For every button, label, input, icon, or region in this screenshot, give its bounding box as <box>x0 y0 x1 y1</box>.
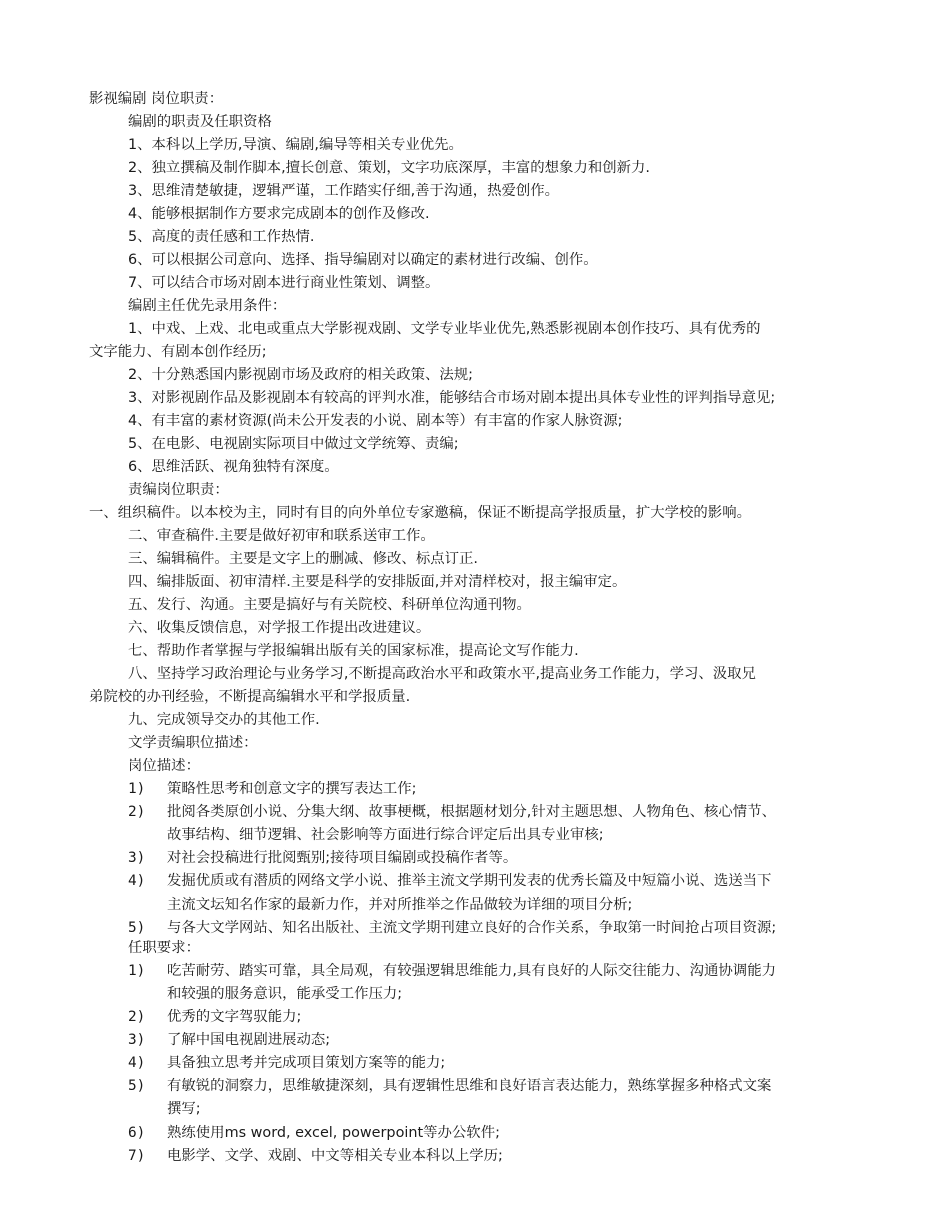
list-item-continuation: 文字能力、有剧本创作经历; <box>89 344 267 360</box>
list-item: 1、中戏、上戏、北电或重点大学影视戏剧、文学专业毕业优先,熟悉影视剧本创作技巧、具有优秀的 <box>128 321 761 337</box>
list-item-continuation: 弟院校的办刊经验，不断提高编辑水平和学报质量. <box>89 689 411 705</box>
list-item: 5、在电影、电视剧实际项目中做过文学统筹、责编; <box>128 436 459 452</box>
list-item: 七、帮助作者掌握与学报编辑出版有关的国家标准，提高论文写作能力. <box>128 643 579 659</box>
list-item: 3、思维清楚敏捷，逻辑严谨，工作踏实仔细,善于沟通，热爱创作。 <box>128 183 560 199</box>
list-number: 2) <box>128 804 146 821</box>
list-item: 4、有丰富的素材资源(尚未公开发表的小说、剧本等）有丰富的作家人脉资源; <box>128 413 623 429</box>
list-item: 优秀的文字驾驭能力; <box>167 1009 302 1025</box>
list-item: 5、高度的责任感和工作热情. <box>128 229 315 245</box>
list-number: 2) <box>128 1009 146 1025</box>
list-item: 与各大文学网站、知名出版社、主流文学期刊建立良好的合作关系，争取第一时间抢占项目资源; <box>167 919 777 936</box>
list-item: 对社会投稿进行批阅甄别;接待项目编剧或投稿作者等。 <box>167 850 518 867</box>
list-item: 吃苦耐劳、踏实可靠，具全局观，有较强逻辑思维能力,具有良好的人际交往能力、沟通协调能力 <box>167 962 776 979</box>
list-item-continuation: 和较强的服务意识，能承受工作压力; <box>167 985 403 1002</box>
section-heading: 编剧主任优先录用条件： <box>128 298 287 314</box>
list-number: 3) <box>128 1032 146 1049</box>
list-number: 1) <box>128 962 146 979</box>
list-item: 7、可以结合市场对剧本进行商业性策划、调整。 <box>128 275 440 291</box>
list-item: 六、收集反馈信息，对学报工作提出改进建议。 <box>128 620 431 636</box>
sub-heading: 岗位描述： <box>128 758 200 774</box>
section-heading: 责编岗位职责： <box>128 482 229 498</box>
list-item: 了解中国电视剧进展动态; <box>167 1032 331 1049</box>
list-item: 发掘优质或有潜质的网络文学小说、推举主流文学期刊发表的优秀长篇及中短篇小说、选送当下 <box>167 873 772 890</box>
list-item-continuation: 故事结构、细节逻辑、社会影响等方面进行综合评定后出具专业审核; <box>167 827 604 844</box>
list-number: 4) <box>128 873 146 890</box>
list-item: 6、思维活跃、视角独特有深度。 <box>128 459 339 475</box>
list-item: 具备独立思考并完成项目策划方案等的能力; <box>167 1055 446 1072</box>
list-item: 2、十分熟悉国内影视剧市场及政府的相关政策、法规; <box>128 367 473 383</box>
list-item: 2、独立撰稿及制作脚本,擅长创意、策划，文字功底深厚，丰富的想象力和创新力. <box>128 160 650 176</box>
list-number: 5) <box>128 1078 146 1095</box>
section-heading: 编剧的职责及任职资格 <box>128 114 272 130</box>
list-item: 五、发行、沟通。主要是搞好与有关院校、科研单位沟通刊物。 <box>128 597 531 613</box>
list-item: 三、编辑稿件。主要是文字上的删减、修改、标点订正. <box>128 551 478 567</box>
list-number: 5) <box>128 919 146 936</box>
list-item: 6、可以根据公司意向、选择、指导编剧对以确定的素材进行改编、创作。 <box>128 252 598 268</box>
list-item: 九、完成领导交办的其他工作. <box>128 712 320 728</box>
list-item-continuation: 撰写; <box>167 1101 201 1118</box>
section-heading: 文学责编职位描述： <box>128 735 258 751</box>
list-item: 熟练使用ms word, excel, powerpoint等办公软件; <box>167 1124 500 1141</box>
list-number: 1) <box>128 781 146 797</box>
list-item: 4、能够根据制作方要求完成剧本的创作及修改. <box>128 206 430 222</box>
list-item: 电影学、文学、戏剧、中文等相关专业本科以上学历; <box>167 1147 503 1164</box>
list-number: 3) <box>128 850 146 867</box>
list-item: 1、本科以上学历,导演、编剧,编导等相关专业优先。 <box>128 137 463 153</box>
list-item: 八、坚持学习政治理论与业务学习,不断提高政治水平和政策水平,提高业务工作能力，学习、汲取兄 <box>128 666 756 682</box>
list-item-continuation: 主流文坛知名作家的最新力作，并对所推举之作品做较为详细的项目分析; <box>167 896 633 913</box>
list-item: 四、编排版面、初审清样.主要是科学的安排版面,并对清样校对，报主编审定。 <box>128 574 627 590</box>
document-title: 影视编剧 岗位职责： <box>89 91 224 107</box>
list-item: 一、组织稿件。以本校为主，同时有目的向外单位专家邀稿，保证不断提高学报质量，扩大学校的影响。 <box>89 505 751 521</box>
list-item: 有敏锐的洞察力，思维敏捷深刻，具有逻辑性思维和良好语言表达能力，熟练掌握多种格式文案 <box>167 1078 772 1095</box>
list-number: 7) <box>128 1147 146 1164</box>
list-number: 4) <box>128 1055 146 1072</box>
list-number: 6) <box>128 1124 146 1141</box>
list-item: 策略性思考和创意文字的撰写表达工作; <box>167 781 417 797</box>
list-item: 3、对影视剧作品及影视剧本有较高的评判水准，能够结合市场对剧本提出具体专业性的评判指导意见; <box>128 390 776 406</box>
list-item: 批阅各类原创小说、分集大纲、故事梗概，根据题材划分,针对主题思想、人物角色、核心情节、 <box>167 804 776 821</box>
list-item: 二、审查稿件.主要是做好初审和联系送审工作。 <box>128 528 435 544</box>
section-heading: 任职要求： <box>128 939 200 956</box>
